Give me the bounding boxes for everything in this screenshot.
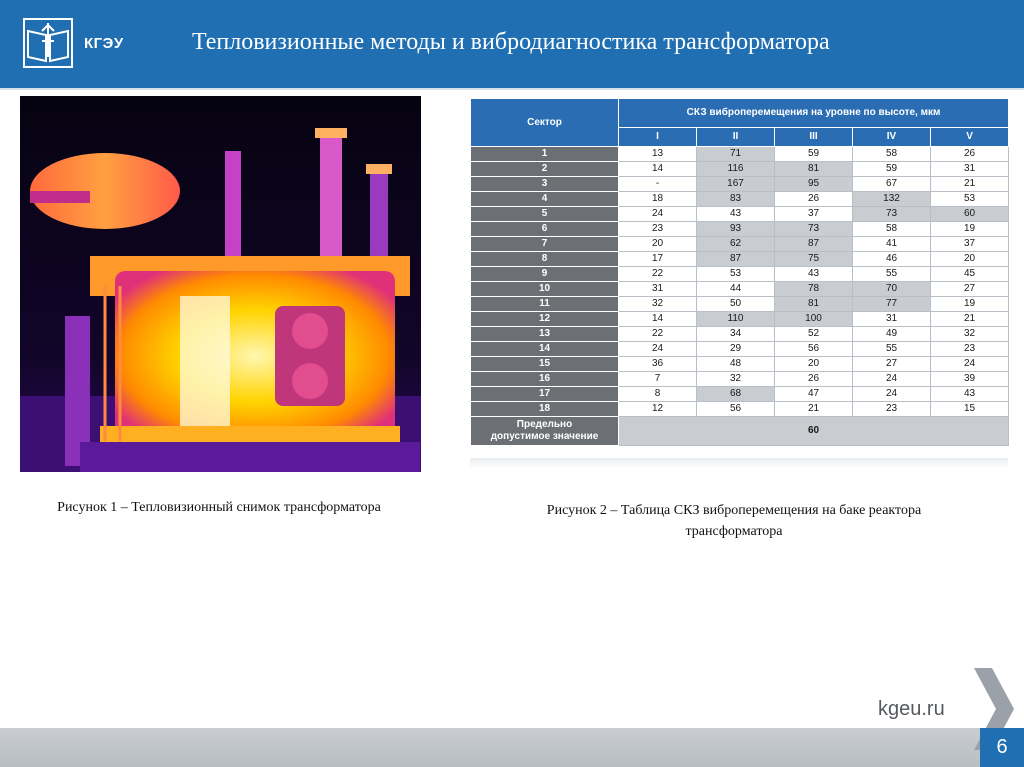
sector-cell: 5	[471, 207, 619, 222]
sector-cell: 7	[471, 237, 619, 252]
limit-label-line1: Предельно	[516, 419, 573, 430]
university-emblem-icon	[22, 17, 74, 69]
table-row	[471, 267, 1009, 282]
value-cell: 53	[697, 267, 775, 282]
table-row	[471, 147, 1009, 162]
value-cell: 68	[697, 387, 775, 402]
table-row	[471, 162, 1009, 177]
value-cell: 24	[931, 357, 1009, 372]
sector-cell: 15	[471, 357, 619, 372]
value-cell: 20	[775, 357, 853, 372]
sector-cell: 9	[471, 267, 619, 282]
value-cell: 60	[931, 207, 1009, 222]
limit-label	[471, 417, 619, 446]
sector-cell: 3	[471, 177, 619, 192]
value-cell: 31	[853, 312, 931, 327]
site-url: kgeu.ru	[878, 698, 945, 720]
value-cell: 73	[853, 207, 931, 222]
header-bar	[0, 0, 1024, 90]
value-cell: 41	[853, 237, 931, 252]
value-cell: 43	[775, 267, 853, 282]
value-cell: 23	[619, 222, 697, 237]
table-row	[471, 192, 1009, 207]
table-row	[471, 387, 1009, 402]
value-cell: 24	[619, 207, 697, 222]
value-cell: 8	[619, 387, 697, 402]
value-cell: 73	[775, 222, 853, 237]
value-cell: 110	[697, 312, 775, 327]
value-cell: 19	[931, 222, 1009, 237]
level-header: II	[697, 128, 775, 147]
value-cell: 77	[853, 297, 931, 312]
sector-cell: 2	[471, 162, 619, 177]
value-cell: 26	[775, 372, 853, 387]
value-cell: 48	[697, 357, 775, 372]
table-row	[471, 222, 1009, 237]
value-cell: 67	[853, 177, 931, 192]
figure2-caption	[480, 500, 988, 542]
table-row	[471, 327, 1009, 342]
value-cell: 17	[619, 252, 697, 267]
value-cell: 22	[619, 327, 697, 342]
value-cell: 50	[697, 297, 775, 312]
value-cell: 59	[775, 147, 853, 162]
figure2-caption-line2: трансформатора	[685, 524, 783, 539]
value-cell: 18	[619, 192, 697, 207]
value-cell: 55	[853, 342, 931, 357]
vibration-table-container	[470, 98, 1008, 458]
group-header: СКЗ виброперемещения на уровне по высоте, мкм	[619, 99, 1009, 128]
value-cell: 78	[775, 282, 853, 297]
sector-cell: 17	[471, 387, 619, 402]
value-cell: 81	[775, 162, 853, 177]
value-cell: 24	[853, 387, 931, 402]
table-row	[471, 237, 1009, 252]
value-cell: 36	[619, 357, 697, 372]
value-cell: 34	[697, 327, 775, 342]
value-cell: 27	[853, 357, 931, 372]
value-cell: 21	[775, 402, 853, 417]
value-cell: 15	[931, 402, 1009, 417]
value-cell: 44	[697, 282, 775, 297]
value-cell: 70	[853, 282, 931, 297]
value-cell: 75	[775, 252, 853, 267]
table-row	[471, 402, 1009, 417]
value-cell: 45	[931, 267, 1009, 282]
value-cell: 24	[853, 372, 931, 387]
sector-cell: 10	[471, 282, 619, 297]
logo	[22, 16, 140, 70]
value-cell: 43	[697, 207, 775, 222]
value-cell: 32	[697, 372, 775, 387]
sector-cell: 1	[471, 147, 619, 162]
table-row	[471, 342, 1009, 357]
level-header: V	[931, 128, 1009, 147]
value-cell: 12	[619, 402, 697, 417]
value-cell: -	[619, 177, 697, 192]
value-cell: 87	[697, 252, 775, 267]
page-number: 6	[980, 728, 1024, 767]
sector-cell: 12	[471, 312, 619, 327]
value-cell: 55	[853, 267, 931, 282]
value-cell: 43	[931, 387, 1009, 402]
value-cell: 13	[619, 147, 697, 162]
value-cell: 56	[775, 342, 853, 357]
sector-header: Сектор	[471, 99, 619, 147]
value-cell: 37	[775, 207, 853, 222]
logo-text: КГЭУ	[84, 34, 124, 52]
value-cell: 14	[619, 162, 697, 177]
value-cell: 21	[931, 312, 1009, 327]
table-row	[471, 282, 1009, 297]
limit-label-line2: допустимое значение	[490, 431, 599, 442]
level-header: I	[619, 128, 697, 147]
value-cell: 58	[853, 147, 931, 162]
value-cell: 19	[931, 297, 1009, 312]
table-row	[471, 252, 1009, 267]
sector-cell: 13	[471, 327, 619, 342]
value-cell: 39	[931, 372, 1009, 387]
value-cell: 47	[775, 387, 853, 402]
sector-cell: 6	[471, 222, 619, 237]
table-shadow	[470, 458, 1008, 468]
value-cell: 14	[619, 312, 697, 327]
value-cell: 20	[931, 252, 1009, 267]
value-cell: 31	[931, 162, 1009, 177]
thermal-image	[20, 96, 421, 472]
value-cell: 32	[931, 327, 1009, 342]
sector-cell: 11	[471, 297, 619, 312]
value-cell: 37	[931, 237, 1009, 252]
footer-bar	[0, 728, 980, 767]
limit-value: 60	[619, 417, 1009, 446]
value-cell: 58	[853, 222, 931, 237]
sector-cell: 14	[471, 342, 619, 357]
value-cell: 26	[931, 147, 1009, 162]
figure2-caption-line1: Рисунок 2 – Таблица СКЗ виброперемещения на баке реактора	[546, 503, 922, 518]
vibration-table	[470, 98, 1009, 446]
value-cell: 81	[775, 297, 853, 312]
value-cell: 21	[931, 177, 1009, 192]
value-cell: 95	[775, 177, 853, 192]
value-cell: 83	[697, 192, 775, 207]
level-header: III	[775, 128, 853, 147]
value-cell: 167	[697, 177, 775, 192]
value-cell: 23	[853, 402, 931, 417]
value-cell: 22	[619, 267, 697, 282]
slide-title: Тепловизионные методы и вибродиагностика трансформатора	[192, 29, 830, 55]
table-row	[471, 357, 1009, 372]
value-cell: 20	[619, 237, 697, 252]
table-row	[471, 207, 1009, 222]
value-cell: 27	[931, 282, 1009, 297]
value-cell: 26	[775, 192, 853, 207]
value-cell: 49	[853, 327, 931, 342]
value-cell: 46	[853, 252, 931, 267]
value-cell: 24	[619, 342, 697, 357]
value-cell: 93	[697, 222, 775, 237]
value-cell: 32	[619, 297, 697, 312]
table-row	[471, 297, 1009, 312]
table-row	[471, 312, 1009, 327]
level-header: IV	[853, 128, 931, 147]
value-cell: 132	[853, 192, 931, 207]
value-cell: 59	[853, 162, 931, 177]
value-cell: 29	[697, 342, 775, 357]
value-cell: 31	[619, 282, 697, 297]
value-cell: 87	[775, 237, 853, 252]
figure1-caption: Рисунок 1 – Тепловизионный снимок трансформатора	[57, 500, 381, 515]
value-cell: 71	[697, 147, 775, 162]
value-cell: 7	[619, 372, 697, 387]
value-cell: 52	[775, 327, 853, 342]
value-cell: 100	[775, 312, 853, 327]
sector-cell: 16	[471, 372, 619, 387]
sector-cell: 18	[471, 402, 619, 417]
value-cell: 23	[931, 342, 1009, 357]
table-row	[471, 372, 1009, 387]
value-cell: 56	[697, 402, 775, 417]
table-row	[471, 177, 1009, 192]
value-cell: 53	[931, 192, 1009, 207]
sector-cell: 4	[471, 192, 619, 207]
value-cell: 116	[697, 162, 775, 177]
value-cell: 62	[697, 237, 775, 252]
sector-cell: 8	[471, 252, 619, 267]
